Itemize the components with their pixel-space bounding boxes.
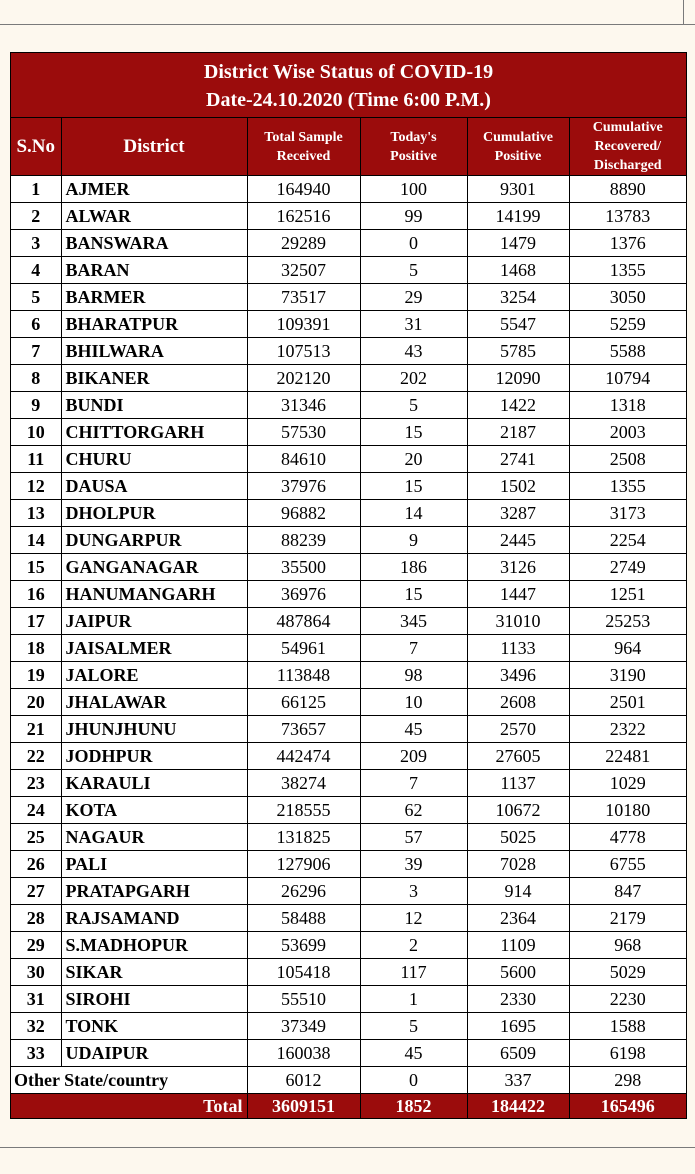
cell-total-sample: 162516 (247, 203, 360, 230)
cell-todays-positive: 9 (360, 527, 467, 554)
cell-todays-positive: 39 (360, 851, 467, 878)
cell-todays-positive: 0 (360, 1067, 467, 1094)
header-line: Today's (390, 129, 437, 145)
cell-district: AJMER (61, 176, 247, 203)
cell-cumulative-positive: 27605 (467, 743, 569, 770)
cell-district: DUNGARPUR (61, 527, 247, 554)
cell-todays-positive: 345 (360, 608, 467, 635)
cell-district: JAISALMER (61, 635, 247, 662)
cell-total-sample: 105418 (247, 959, 360, 986)
table-row (11, 797, 686, 824)
cell-total-sample: 131825 (247, 824, 360, 851)
cell-cumulative-positive: 9301 (467, 176, 569, 203)
cell-cumulative-recovered: 5588 (569, 338, 686, 365)
cell-cumulative-recovered: 4778 (569, 824, 686, 851)
table-row (11, 176, 686, 203)
cell-cumulative-positive: 2445 (467, 527, 569, 554)
cell-district: GANGANAGAR (61, 554, 247, 581)
cell-cumulative-positive: 5785 (467, 338, 569, 365)
cell-sno: 8 (11, 365, 61, 392)
cell-district: TONK (61, 1013, 247, 1040)
cell-district: BHILWARA (61, 338, 247, 365)
cell-sno: 32 (11, 1013, 61, 1040)
cell-cumulative-positive: 184422 (467, 1094, 569, 1119)
cell-sno: 16 (11, 581, 61, 608)
cell-todays-positive: 45 (360, 716, 467, 743)
table-row (11, 581, 686, 608)
table-row (11, 635, 686, 662)
cell-cumulative-positive: 2741 (467, 446, 569, 473)
cell-total-sample: 26296 (247, 878, 360, 905)
cell-cumulative-recovered: 298 (569, 1067, 686, 1094)
cell-district: JHALAWAR (61, 689, 247, 716)
header-cumulative-positive (467, 118, 569, 176)
cell-sno: 23 (11, 770, 61, 797)
cell-district: PALI (61, 851, 247, 878)
cell-todays-positive: 5 (360, 257, 467, 284)
cell-cumulative-recovered: 5029 (569, 959, 686, 986)
cell-todays-positive: 62 (360, 797, 467, 824)
cell-total-sample: 57530 (247, 419, 360, 446)
cell-todays-positive: 12 (360, 905, 467, 932)
cell-todays-positive: 98 (360, 662, 467, 689)
table-row (11, 716, 686, 743)
cell-cumulative-positive: 2364 (467, 905, 569, 932)
cell-total-sample: 53699 (247, 932, 360, 959)
cell-cumulative-recovered: 1355 (569, 257, 686, 284)
header-total-sample (247, 118, 360, 176)
title-banner (11, 53, 686, 118)
cell-sno: 13 (11, 500, 61, 527)
cell-todays-positive: 14 (360, 500, 467, 527)
cell-sno: 1 (11, 176, 61, 203)
cell-cumulative-positive: 2187 (467, 419, 569, 446)
cell-sno: 2 (11, 203, 61, 230)
cell-sno: 11 (11, 446, 61, 473)
cell-total-sample: 487864 (247, 608, 360, 635)
table-row (11, 392, 686, 419)
cell-other-label: Other State/country (11, 1067, 247, 1094)
cell-todays-positive: 20 (360, 446, 467, 473)
cell-cumulative-recovered: 2230 (569, 986, 686, 1013)
table-row (11, 851, 686, 878)
cell-todays-positive: 45 (360, 1040, 467, 1067)
cell-sno: 12 (11, 473, 61, 500)
cell-todays-positive: 15 (360, 473, 467, 500)
table-row (11, 365, 686, 392)
cell-sno: 3 (11, 230, 61, 257)
cell-cumulative-positive: 337 (467, 1067, 569, 1094)
table-row (11, 959, 686, 986)
cell-district: JHUNJHUNU (61, 716, 247, 743)
table-row (11, 824, 686, 851)
cell-cumulative-positive: 31010 (467, 608, 569, 635)
cell-district: BUNDI (61, 392, 247, 419)
cell-cumulative-recovered: 25253 (569, 608, 686, 635)
table-row (11, 770, 686, 797)
cell-district: HANUMANGARH (61, 581, 247, 608)
cell-total-sample: 6012 (247, 1067, 360, 1094)
cell-sno: 26 (11, 851, 61, 878)
cell-todays-positive: 2 (360, 932, 467, 959)
table-row (11, 1040, 686, 1067)
header-line: Discharged (593, 158, 662, 173)
cell-district: KARAULI (61, 770, 247, 797)
header-line: Positive (494, 148, 542, 164)
cell-cumulative-recovered: 13783 (569, 203, 686, 230)
cell-total-sample: 88239 (247, 527, 360, 554)
table-row (11, 986, 686, 1013)
cell-district: JALORE (61, 662, 247, 689)
table-row (11, 500, 686, 527)
other-state-row (11, 1067, 686, 1094)
cell-cumulative-positive: 5600 (467, 959, 569, 986)
cell-total-sample: 31346 (247, 392, 360, 419)
cell-todays-positive: 99 (360, 203, 467, 230)
cell-cumulative-positive: 12090 (467, 365, 569, 392)
header-row (11, 118, 686, 176)
cell-cumulative-positive: 14199 (467, 203, 569, 230)
cell-sno: 24 (11, 797, 61, 824)
cell-cumulative-recovered: 3190 (569, 662, 686, 689)
cell-district: BANSWARA (61, 230, 247, 257)
cell-cumulative-positive: 2570 (467, 716, 569, 743)
cell-todays-positive: 7 (360, 770, 467, 797)
cell-total-sample: 35500 (247, 554, 360, 581)
table-body (11, 176, 686, 1119)
cell-todays-positive: 15 (360, 419, 467, 446)
cell-todays-positive: 7 (360, 635, 467, 662)
cell-todays-positive: 100 (360, 176, 467, 203)
cell-cumulative-recovered: 1029 (569, 770, 686, 797)
cell-cumulative-recovered: 2179 (569, 905, 686, 932)
header-line: Recovered/ (594, 139, 662, 154)
bottom-rule (0, 1147, 695, 1148)
cell-total-sample: 160038 (247, 1040, 360, 1067)
cell-district: JODHPUR (61, 743, 247, 770)
cell-district: BARMER (61, 284, 247, 311)
header-line: Total Sample (264, 129, 343, 145)
cell-todays-positive: 186 (360, 554, 467, 581)
cell-sno: 20 (11, 689, 61, 716)
cell-cumulative-positive: 3287 (467, 500, 569, 527)
table-row (11, 608, 686, 635)
cell-sno: 15 (11, 554, 61, 581)
table-row (11, 284, 686, 311)
cell-cumulative-recovered: 968 (569, 932, 686, 959)
cell-total-sample: 73517 (247, 284, 360, 311)
header-todays-positive (360, 118, 467, 176)
cell-todays-positive: 31 (360, 311, 467, 338)
cell-cumulative-recovered: 847 (569, 878, 686, 905)
cell-cumulative-positive: 2608 (467, 689, 569, 716)
cell-sno: 21 (11, 716, 61, 743)
cell-total-sample: 29289 (247, 230, 360, 257)
cell-cumulative-positive: 3496 (467, 662, 569, 689)
cell-sno: 5 (11, 284, 61, 311)
table-row (11, 932, 686, 959)
header-cumulative-recovered (569, 118, 686, 176)
cell-cumulative-recovered: 165496 (569, 1094, 686, 1119)
cell-district: PRATAPGARH (61, 878, 247, 905)
cell-cumulative-positive: 1422 (467, 392, 569, 419)
header-sno: S.No (11, 118, 61, 176)
cell-total-sample: 66125 (247, 689, 360, 716)
cell-todays-positive: 1 (360, 986, 467, 1013)
cell-sno: 25 (11, 824, 61, 851)
cell-total-label: Total (11, 1094, 247, 1119)
cell-total-sample: 32507 (247, 257, 360, 284)
cell-district: S.MADHOPUR (61, 932, 247, 959)
cell-district: SIROHI (61, 986, 247, 1013)
cell-district: DAUSA (61, 473, 247, 500)
table-row (11, 554, 686, 581)
cell-sno: 14 (11, 527, 61, 554)
district-table (11, 118, 686, 1118)
header-district: District (61, 118, 247, 176)
cell-sno: 17 (11, 608, 61, 635)
cell-cumulative-recovered: 1355 (569, 473, 686, 500)
cell-cumulative-recovered: 10180 (569, 797, 686, 824)
top-rule (0, 24, 695, 25)
cell-sno: 22 (11, 743, 61, 770)
cell-sno: 29 (11, 932, 61, 959)
cell-district: KOTA (61, 797, 247, 824)
table-row (11, 905, 686, 932)
cell-todays-positive: 10 (360, 689, 467, 716)
table-row (11, 446, 686, 473)
table-row (11, 419, 686, 446)
cell-cumulative-positive: 1502 (467, 473, 569, 500)
cell-district: BHARATPUR (61, 311, 247, 338)
cell-cumulative-recovered: 2003 (569, 419, 686, 446)
total-row (11, 1094, 686, 1119)
cell-cumulative-recovered: 8890 (569, 176, 686, 203)
cell-sno: 9 (11, 392, 61, 419)
cell-sno: 30 (11, 959, 61, 986)
cell-cumulative-recovered: 1376 (569, 230, 686, 257)
cell-sno: 18 (11, 635, 61, 662)
cell-total-sample: 218555 (247, 797, 360, 824)
cell-total-sample: 36976 (247, 581, 360, 608)
cell-total-sample: 96882 (247, 500, 360, 527)
cell-district: UDAIPUR (61, 1040, 247, 1067)
cell-cumulative-positive: 1133 (467, 635, 569, 662)
header-line: Positive (390, 148, 437, 164)
cell-total-sample: 442474 (247, 743, 360, 770)
cell-district: CHITTORGARH (61, 419, 247, 446)
cell-cumulative-recovered: 2254 (569, 527, 686, 554)
cell-cumulative-positive: 2330 (467, 986, 569, 1013)
cell-cumulative-recovered: 2508 (569, 446, 686, 473)
cell-total-sample: 127906 (247, 851, 360, 878)
cell-total-sample: 37976 (247, 473, 360, 500)
table-row (11, 311, 686, 338)
report-date: Date-24.10.2020 (Time 6:00 P.M.) (206, 89, 491, 111)
top-separator (683, 0, 684, 24)
cell-todays-positive: 29 (360, 284, 467, 311)
cell-district: DHOLPUR (61, 500, 247, 527)
cell-cumulative-recovered: 964 (569, 635, 686, 662)
cell-district: CHURU (61, 446, 247, 473)
cell-cumulative-recovered: 10794 (569, 365, 686, 392)
table-row (11, 878, 686, 905)
cell-sno: 27 (11, 878, 61, 905)
report-title: District Wise Status of COVID-19 (203, 61, 494, 83)
cell-district: SIKAR (61, 959, 247, 986)
cell-todays-positive: 1852 (360, 1094, 467, 1119)
cell-total-sample: 38274 (247, 770, 360, 797)
header-line: Cumulative (483, 129, 553, 145)
cell-cumulative-positive: 5025 (467, 824, 569, 851)
table-row (11, 1013, 686, 1040)
cell-sno: 31 (11, 986, 61, 1013)
cell-cumulative-positive: 3126 (467, 554, 569, 581)
cell-todays-positive: 43 (360, 338, 467, 365)
cell-todays-positive: 15 (360, 581, 467, 608)
cell-todays-positive: 202 (360, 365, 467, 392)
cell-cumulative-positive: 6509 (467, 1040, 569, 1067)
cell-cumulative-recovered: 1588 (569, 1013, 686, 1040)
cell-todays-positive: 5 (360, 1013, 467, 1040)
cell-total-sample: 202120 (247, 365, 360, 392)
cell-cumulative-recovered: 5259 (569, 311, 686, 338)
cell-sno: 28 (11, 905, 61, 932)
cell-todays-positive: 209 (360, 743, 467, 770)
cell-total-sample: 55510 (247, 986, 360, 1013)
cell-cumulative-positive: 1468 (467, 257, 569, 284)
table-row (11, 473, 686, 500)
cell-todays-positive: 117 (360, 959, 467, 986)
cell-total-sample: 37349 (247, 1013, 360, 1040)
table-row (11, 662, 686, 689)
header-line: Received (276, 148, 331, 164)
cell-total-sample: 3609151 (247, 1094, 360, 1119)
cell-sno: 19 (11, 662, 61, 689)
cell-todays-positive: 3 (360, 878, 467, 905)
cell-total-sample: 58488 (247, 905, 360, 932)
cell-total-sample: 113848 (247, 662, 360, 689)
cell-cumulative-recovered: 1318 (569, 392, 686, 419)
table-row (11, 689, 686, 716)
cell-cumulative-positive: 914 (467, 878, 569, 905)
table-row (11, 203, 686, 230)
cell-district: BARAN (61, 257, 247, 284)
cell-total-sample: 164940 (247, 176, 360, 203)
cell-todays-positive: 5 (360, 392, 467, 419)
cell-todays-positive: 0 (360, 230, 467, 257)
cell-sno: 10 (11, 419, 61, 446)
cell-cumulative-positive: 1109 (467, 932, 569, 959)
cell-cumulative-positive: 1479 (467, 230, 569, 257)
cell-cumulative-recovered: 3050 (569, 284, 686, 311)
cell-cumulative-recovered: 2501 (569, 689, 686, 716)
cell-total-sample: 107513 (247, 338, 360, 365)
cell-sno: 4 (11, 257, 61, 284)
cell-sno: 33 (11, 1040, 61, 1067)
cell-district: JAIPUR (61, 608, 247, 635)
cell-cumulative-recovered: 2322 (569, 716, 686, 743)
cell-sno: 7 (11, 338, 61, 365)
cell-total-sample: 54961 (247, 635, 360, 662)
covid-status-sheet (10, 52, 687, 1119)
header-line: Cumulative (592, 120, 663, 135)
cell-cumulative-positive: 1137 (467, 770, 569, 797)
cell-cumulative-recovered: 6755 (569, 851, 686, 878)
cell-cumulative-recovered: 1251 (569, 581, 686, 608)
cell-district: NAGAUR (61, 824, 247, 851)
cell-cumulative-positive: 7028 (467, 851, 569, 878)
table-row (11, 338, 686, 365)
cell-cumulative-positive: 1447 (467, 581, 569, 608)
table-row (11, 230, 686, 257)
cell-total-sample: 109391 (247, 311, 360, 338)
cell-total-sample: 73657 (247, 716, 360, 743)
table-row (11, 257, 686, 284)
table-row (11, 743, 686, 770)
table-row (11, 527, 686, 554)
cell-cumulative-positive: 5547 (467, 311, 569, 338)
cell-todays-positive: 57 (360, 824, 467, 851)
cell-district: BIKANER (61, 365, 247, 392)
cell-cumulative-recovered: 6198 (569, 1040, 686, 1067)
cell-cumulative-recovered: 2749 (569, 554, 686, 581)
cell-cumulative-positive: 1695 (467, 1013, 569, 1040)
cell-cumulative-positive: 10672 (467, 797, 569, 824)
cell-cumulative-recovered: 22481 (569, 743, 686, 770)
cell-sno: 6 (11, 311, 61, 338)
cell-cumulative-recovered: 3173 (569, 500, 686, 527)
cell-total-sample: 84610 (247, 446, 360, 473)
cell-district: RAJSAMAND (61, 905, 247, 932)
cell-cumulative-positive: 3254 (467, 284, 569, 311)
cell-district: ALWAR (61, 203, 247, 230)
